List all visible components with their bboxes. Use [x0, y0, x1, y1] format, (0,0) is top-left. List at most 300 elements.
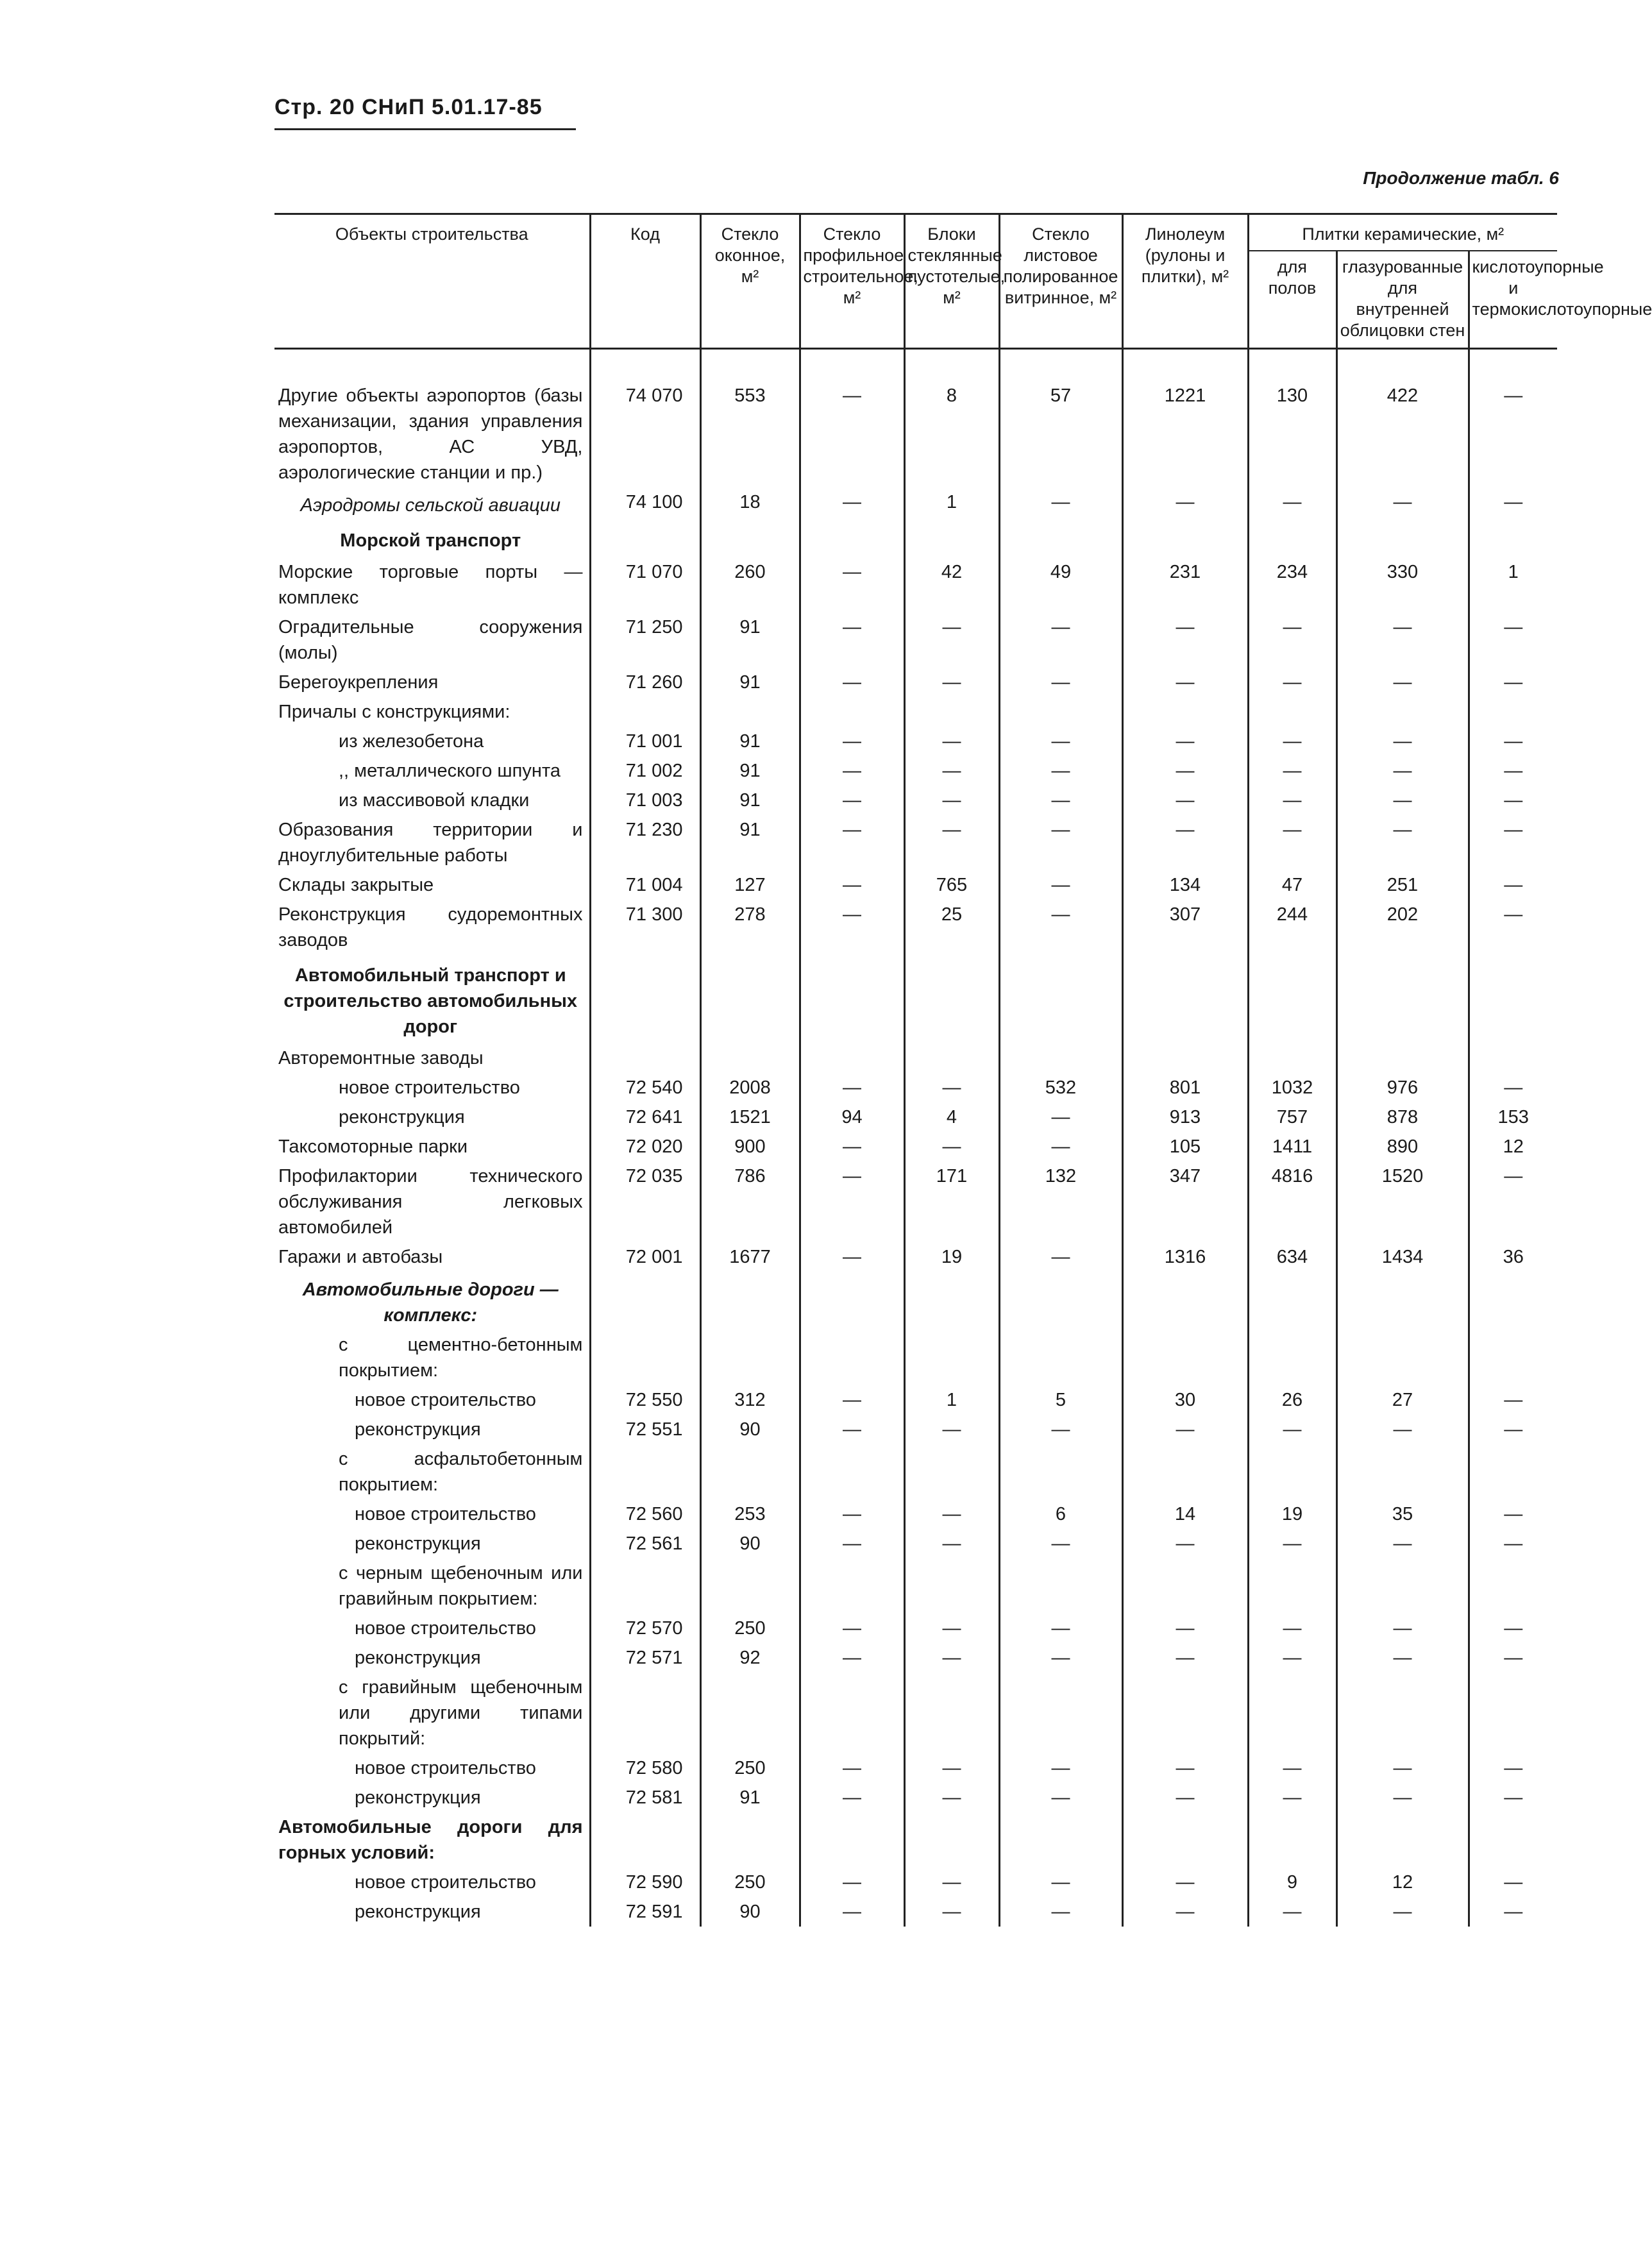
cell-linoleum: —: [1122, 1415, 1248, 1444]
cell-object-name: Авторемонтные заводы: [278, 1048, 484, 1068]
cell-floor-tiles: [1248, 697, 1336, 727]
cell-sheet-glass: —: [999, 1242, 1122, 1272]
cell-floor-tiles: 47: [1248, 870, 1336, 900]
cell-linoleum: 1221: [1122, 349, 1248, 488]
cell-window-glass: [700, 1444, 800, 1499]
cell-object-name: Гаражи и автобазы: [278, 1247, 443, 1267]
cell-object-name: новое строительство: [355, 1758, 536, 1778]
cell-glass-blocks: [904, 1812, 999, 1868]
cell-floor-tiles: 1411: [1248, 1132, 1336, 1161]
cell-profile-glass: —: [800, 1614, 904, 1643]
cell-glass-blocks: —: [904, 1643, 999, 1673]
table-body: [274, 349, 1557, 1927]
cell-window-glass: 250: [700, 1868, 800, 1897]
cell-glazed-tiles: 202: [1336, 900, 1469, 955]
cell-floor-tiles: —: [1248, 786, 1336, 815]
cell-floor-tiles: —: [1248, 727, 1336, 756]
cell-code: 71 260: [590, 668, 700, 697]
cell-code: [590, 1043, 700, 1073]
cell-linoleum: [1122, 955, 1248, 1043]
cell-window-glass: 18: [700, 487, 800, 520]
column-header-profile-glass: Стекло профильное строительное, м²: [800, 214, 904, 349]
cell-glass-blocks: —: [904, 612, 999, 668]
table-row: [274, 487, 1557, 520]
cell-profile-glass: —: [800, 870, 904, 900]
cell-code: 71 230: [590, 815, 700, 870]
cell-window-glass: 91: [700, 668, 800, 697]
cell-window-glass: 260: [700, 557, 800, 612]
materials-table-container: [274, 213, 1652, 1927]
cell-acid-tiles: —: [1469, 727, 1557, 756]
cell-glass-blocks: —: [904, 815, 999, 870]
cell-linoleum: —: [1122, 786, 1248, 815]
cell-sheet-glass: —: [999, 1753, 1122, 1783]
cell-sheet-glass: [999, 1444, 1122, 1499]
cell-profile-glass: [800, 1558, 904, 1614]
cell-glass-blocks: [904, 1673, 999, 1753]
cell-object-name: Морские торговые порты — комплекс: [278, 562, 583, 608]
cell-glass-blocks: [904, 1272, 999, 1330]
column-header-window-glass: Стекло оконное, м²: [700, 214, 800, 349]
cell-profile-glass: [800, 1444, 904, 1499]
cell-code: 71 300: [590, 900, 700, 955]
cell-window-glass: 91: [700, 612, 800, 668]
cell-profile-glass: —: [800, 1161, 904, 1242]
cell-object-name: реконструкция: [355, 1419, 481, 1440]
cell-linoleum: 105: [1122, 1132, 1248, 1161]
cell-acid-tiles: 1: [1469, 557, 1557, 612]
cell-acid-tiles: [1469, 520, 1557, 557]
table-row: [274, 1558, 1557, 1614]
cell-glazed-tiles: —: [1336, 1753, 1469, 1783]
cell-object-name: с гравийным щебеночным или другими типами покрытий:: [339, 1677, 583, 1749]
cell-glazed-tiles: —: [1336, 1415, 1469, 1444]
cell-window-glass: 92: [700, 1643, 800, 1673]
cell-floor-tiles: [1248, 1673, 1336, 1753]
cell-profile-glass: [800, 1673, 904, 1753]
table-row: [274, 520, 1557, 557]
cell-floor-tiles: 634: [1248, 1242, 1336, 1272]
cell-floor-tiles: —: [1248, 815, 1336, 870]
table-row: [274, 900, 1557, 955]
cell-glazed-tiles: —: [1336, 1614, 1469, 1643]
cell-sheet-glass: 132: [999, 1161, 1122, 1242]
cell-sheet-glass: [999, 1330, 1122, 1385]
cell-code: 71 004: [590, 870, 700, 900]
cell-floor-tiles: [1248, 1812, 1336, 1868]
cell-glass-blocks: 1: [904, 1385, 999, 1415]
cell-sheet-glass: —: [999, 612, 1122, 668]
cell-floor-tiles: 234: [1248, 557, 1336, 612]
cell-profile-glass: —: [800, 612, 904, 668]
cell-code: [590, 520, 700, 557]
cell-linoleum: 14: [1122, 1499, 1248, 1529]
cell-acid-tiles: —: [1469, 668, 1557, 697]
cell-floor-tiles: —: [1248, 487, 1336, 520]
header-underline: [274, 128, 576, 130]
column-header-code: Код: [590, 214, 700, 349]
cell-code: 72 570: [590, 1614, 700, 1643]
cell-glass-blocks: [904, 1558, 999, 1614]
cell-window-glass: 253: [700, 1499, 800, 1529]
table-row: [274, 1897, 1557, 1927]
cell-sheet-glass: [999, 1812, 1122, 1868]
table-row: [274, 1444, 1557, 1499]
cell-glazed-tiles: —: [1336, 786, 1469, 815]
cell-code: 72 550: [590, 1385, 700, 1415]
cell-floor-tiles: —: [1248, 668, 1336, 697]
cell-acid-tiles: [1469, 1812, 1557, 1868]
cell-object-name: реконструкция: [339, 1107, 465, 1127]
cell-glazed-tiles: 878: [1336, 1102, 1469, 1132]
cell-linoleum: —: [1122, 1614, 1248, 1643]
table-row: [274, 1073, 1557, 1102]
cell-sheet-glass: —: [999, 786, 1122, 815]
cell-object-name: из массивовой кладки: [339, 790, 530, 811]
table-row: [274, 1242, 1557, 1272]
cell-linoleum: —: [1122, 727, 1248, 756]
cell-window-glass: 250: [700, 1614, 800, 1643]
cell-sheet-glass: —: [999, 1643, 1122, 1673]
cell-sheet-glass: [999, 955, 1122, 1043]
cell-linoleum: 801: [1122, 1073, 1248, 1102]
cell-object-name: реконструкция: [355, 1533, 481, 1554]
cell-code: 72 641: [590, 1102, 700, 1132]
cell-sheet-glass: [999, 697, 1122, 727]
cell-object-name: из железобетона: [339, 731, 484, 752]
cell-profile-glass: —: [800, 1897, 904, 1927]
cell-window-glass: [700, 1330, 800, 1385]
cell-window-glass: 127: [700, 870, 800, 900]
cell-window-glass: 312: [700, 1385, 800, 1415]
cell-glass-blocks: 4: [904, 1102, 999, 1132]
cell-floor-tiles: 244: [1248, 900, 1336, 955]
cell-glazed-tiles: 422: [1336, 349, 1469, 488]
cell-object-name: Профилактории технического обслуживания легковых автомобилей: [278, 1166, 583, 1238]
cell-acid-tiles: —: [1469, 900, 1557, 955]
cell-glazed-tiles: —: [1336, 612, 1469, 668]
cell-glazed-tiles: [1336, 955, 1469, 1043]
cell-floor-tiles: [1248, 1272, 1336, 1330]
cell-window-glass: [700, 1673, 800, 1753]
cell-object-name: Образования территории и дноуглубительные работы: [278, 820, 583, 866]
cell-glazed-tiles: 890: [1336, 1132, 1469, 1161]
cell-acid-tiles: —: [1469, 870, 1557, 900]
cell-profile-glass: [800, 1272, 904, 1330]
cell-linoleum: —: [1122, 756, 1248, 786]
cell-glass-blocks: [904, 1444, 999, 1499]
cell-profile-glass: —: [800, 900, 904, 955]
cell-object-name: Причалы с конструкциями:: [278, 702, 510, 722]
cell-object-name: новое строительство: [339, 1077, 520, 1098]
cell-profile-glass: —: [800, 1753, 904, 1783]
column-header-floor-tiles: для полов: [1248, 251, 1336, 349]
cell-acid-tiles: —: [1469, 1073, 1557, 1102]
cell-floor-tiles: 9: [1248, 1868, 1336, 1897]
cell-sheet-glass: 6: [999, 1499, 1122, 1529]
column-header-glass-blocks: Блоки стеклянные пустотелые, м²: [904, 214, 999, 349]
cell-acid-tiles: [1469, 1330, 1557, 1385]
table-row: [274, 727, 1557, 756]
cell-window-glass: 250: [700, 1753, 800, 1783]
cell-sheet-glass: —: [999, 668, 1122, 697]
cell-code: [590, 955, 700, 1043]
cell-window-glass: 90: [700, 1529, 800, 1558]
cell-window-glass: 91: [700, 786, 800, 815]
table-row: [274, 1499, 1557, 1529]
cell-glazed-tiles: 330: [1336, 557, 1469, 612]
cell-sheet-glass: 532: [999, 1073, 1122, 1102]
cell-acid-tiles: —: [1469, 756, 1557, 786]
materials-table: [274, 213, 1652, 1927]
table-row: [274, 1415, 1557, 1444]
cell-linoleum: —: [1122, 1529, 1248, 1558]
cell-glass-blocks: —: [904, 1783, 999, 1812]
cell-linoleum: 231: [1122, 557, 1248, 612]
cell-floor-tiles: —: [1248, 1415, 1336, 1444]
cell-glass-blocks: 19: [904, 1242, 999, 1272]
cell-profile-glass: —: [800, 1073, 904, 1102]
cell-profile-glass: —: [800, 815, 904, 870]
table-row: [274, 815, 1557, 870]
cell-floor-tiles: [1248, 1043, 1336, 1073]
cell-profile-glass: —: [800, 1132, 904, 1161]
cell-sheet-glass: —: [999, 1529, 1122, 1558]
cell-floor-tiles: —: [1248, 1643, 1336, 1673]
cell-glass-blocks: —: [904, 756, 999, 786]
cell-glass-blocks: 8: [904, 349, 999, 488]
cell-glass-blocks: [904, 697, 999, 727]
cell-profile-glass: [800, 1812, 904, 1868]
cell-glazed-tiles: —: [1336, 815, 1469, 870]
cell-sheet-glass: —: [999, 1415, 1122, 1444]
cell-acid-tiles: —: [1469, 1415, 1557, 1444]
cell-linoleum: [1122, 520, 1248, 557]
cell-linoleum: 307: [1122, 900, 1248, 955]
column-group-ceramic-tiles: Плитки керамические, м²: [1248, 214, 1557, 251]
cell-floor-tiles: [1248, 1444, 1336, 1499]
cell-profile-glass: —: [800, 727, 904, 756]
table-row: [274, 697, 1557, 727]
table-row: [274, 1272, 1557, 1330]
cell-linoleum: 134: [1122, 870, 1248, 900]
cell-acid-tiles: —: [1469, 349, 1557, 488]
cell-window-glass: [700, 1558, 800, 1614]
cell-acid-tiles: [1469, 697, 1557, 727]
column-header-objects: Объекты строительства: [274, 214, 590, 349]
cell-glazed-tiles: 35: [1336, 1499, 1469, 1529]
cell-floor-tiles: 26: [1248, 1385, 1336, 1415]
cell-acid-tiles: [1469, 1444, 1557, 1499]
cell-floor-tiles: —: [1248, 1753, 1336, 1783]
column-header-sheet-glass: Стекло листовое полированное витринное, м²: [999, 214, 1122, 349]
cell-glass-blocks: 1: [904, 487, 999, 520]
cell-profile-glass: 94: [800, 1102, 904, 1132]
cell-glass-blocks: —: [904, 1073, 999, 1102]
cell-sheet-glass: —: [999, 1897, 1122, 1927]
cell-window-glass: [700, 1812, 800, 1868]
table-row: [274, 612, 1557, 668]
cell-window-glass: 1677: [700, 1242, 800, 1272]
cell-glass-blocks: —: [904, 786, 999, 815]
cell-code: 71 002: [590, 756, 700, 786]
table-row: [274, 1673, 1557, 1753]
cell-window-glass: 90: [700, 1415, 800, 1444]
cell-floor-tiles: [1248, 1558, 1336, 1614]
cell-floor-tiles: —: [1248, 1614, 1336, 1643]
cell-acid-tiles: —: [1469, 612, 1557, 668]
cell-window-glass: 900: [700, 1132, 800, 1161]
cell-sheet-glass: —: [999, 1132, 1122, 1161]
cell-sheet-glass: [999, 1558, 1122, 1614]
cell-code: 72 540: [590, 1073, 700, 1102]
cell-glazed-tiles: 1434: [1336, 1242, 1469, 1272]
cell-glass-blocks: —: [904, 1868, 999, 1897]
cell-linoleum: [1122, 1272, 1248, 1330]
cell-linoleum: —: [1122, 815, 1248, 870]
cell-glass-blocks: —: [904, 1132, 999, 1161]
cell-window-glass: 278: [700, 900, 800, 955]
cell-object-name: Морской транспорт: [340, 530, 521, 551]
cell-glass-blocks: —: [904, 1614, 999, 1643]
cell-glazed-tiles: 12: [1336, 1868, 1469, 1897]
cell-linoleum: [1122, 1673, 1248, 1753]
cell-code: [590, 1812, 700, 1868]
cell-window-glass: [700, 1272, 800, 1330]
table-row: [274, 1330, 1557, 1385]
cell-object-name: реконструкция: [355, 1787, 481, 1808]
cell-object-name: новое строительство: [355, 1504, 536, 1524]
cell-linoleum: —: [1122, 1783, 1248, 1812]
cell-object-name: новое строительство: [355, 1618, 536, 1639]
cell-acid-tiles: —: [1469, 487, 1557, 520]
cell-code: 72 561: [590, 1529, 700, 1558]
cell-sheet-glass: —: [999, 1783, 1122, 1812]
cell-glazed-tiles: 976: [1336, 1073, 1469, 1102]
cell-floor-tiles: 19: [1248, 1499, 1336, 1529]
cell-linoleum: [1122, 1043, 1248, 1073]
cell-object-name: Автомобильный транспорт и строительство автомобильных дорог: [283, 965, 578, 1037]
cell-window-glass: 786: [700, 1161, 800, 1242]
cell-glass-blocks: [904, 955, 999, 1043]
cell-code: [590, 1444, 700, 1499]
cell-glass-blocks: —: [904, 1753, 999, 1783]
cell-code: [590, 1272, 700, 1330]
cell-window-glass: [700, 1043, 800, 1073]
cell-glazed-tiles: [1336, 1444, 1469, 1499]
cell-glass-blocks: —: [904, 727, 999, 756]
table-row: [274, 1783, 1557, 1812]
cell-glazed-tiles: [1336, 520, 1469, 557]
cell-profile-glass: —: [800, 1499, 904, 1529]
cell-object-name: Берегоукрепления: [278, 672, 439, 693]
cell-linoleum: —: [1122, 1868, 1248, 1897]
cell-code: [590, 1673, 700, 1753]
cell-acid-tiles: [1469, 1673, 1557, 1753]
cell-floor-tiles: 757: [1248, 1102, 1336, 1132]
cell-linoleum: [1122, 697, 1248, 727]
cell-profile-glass: —: [800, 668, 904, 697]
table-row: [274, 786, 1557, 815]
cell-sheet-glass: —: [999, 756, 1122, 786]
cell-linoleum: —: [1122, 1643, 1248, 1673]
cell-sheet-glass: 57: [999, 349, 1122, 488]
cell-object-name: с цементно-бетонным покрытием:: [339, 1335, 583, 1381]
cell-glazed-tiles: [1336, 1272, 1469, 1330]
cell-window-glass: 2008: [700, 1073, 800, 1102]
cell-window-glass: 91: [700, 1783, 800, 1812]
cell-acid-tiles: 12: [1469, 1132, 1557, 1161]
cell-profile-glass: —: [800, 1643, 904, 1673]
cell-object-name: Другие объекты аэропортов (базы механизации, здания управления аэропортов, АС УВД, аэрологические станции и пр.): [278, 385, 583, 483]
cell-code: 71 001: [590, 727, 700, 756]
cell-window-glass: [700, 955, 800, 1043]
table-row: [274, 870, 1557, 900]
cell-floor-tiles: [1248, 955, 1336, 1043]
cell-linoleum: [1122, 1444, 1248, 1499]
table-row: [274, 349, 1557, 488]
table-row: [274, 557, 1557, 612]
cell-glazed-tiles: [1336, 1043, 1469, 1073]
table-row: [274, 1043, 1557, 1073]
cell-object-name: Таксомоторные парки: [278, 1136, 468, 1157]
cell-code: 72 580: [590, 1753, 700, 1783]
cell-linoleum: —: [1122, 1753, 1248, 1783]
cell-glass-blocks: [904, 1330, 999, 1385]
cell-linoleum: —: [1122, 1897, 1248, 1927]
cell-profile-glass: [800, 955, 904, 1043]
cell-glazed-tiles: —: [1336, 487, 1469, 520]
cell-linoleum: 30: [1122, 1385, 1248, 1415]
cell-code: 72 581: [590, 1783, 700, 1812]
cell-linoleum: [1122, 1558, 1248, 1614]
cell-glazed-tiles: —: [1336, 1643, 1469, 1673]
cell-glazed-tiles: 1520: [1336, 1161, 1469, 1242]
cell-window-glass: 91: [700, 756, 800, 786]
table-row: [274, 1868, 1557, 1897]
cell-acid-tiles: [1469, 1043, 1557, 1073]
cell-profile-glass: —: [800, 349, 904, 488]
table-row: [274, 668, 1557, 697]
cell-glazed-tiles: [1336, 1330, 1469, 1385]
cell-object-name: с черным щебеночным или гравийным покрытием:: [339, 1563, 583, 1609]
cell-code: 74 070: [590, 349, 700, 488]
cell-profile-glass: —: [800, 1415, 904, 1444]
cell-code: 72 571: [590, 1643, 700, 1673]
cell-profile-glass: [800, 697, 904, 727]
cell-linoleum: —: [1122, 612, 1248, 668]
cell-acid-tiles: [1469, 955, 1557, 1043]
cell-profile-glass: —: [800, 1242, 904, 1272]
cell-acid-tiles: —: [1469, 1753, 1557, 1783]
cell-profile-glass: [800, 1330, 904, 1385]
cell-acid-tiles: —: [1469, 1529, 1557, 1558]
cell-glazed-tiles: [1336, 1812, 1469, 1868]
cell-profile-glass: —: [800, 1868, 904, 1897]
cell-code: 72 035: [590, 1161, 700, 1242]
cell-window-glass: 91: [700, 727, 800, 756]
cell-object-name: новое строительство: [355, 1872, 536, 1893]
cell-linoleum: —: [1122, 668, 1248, 697]
cell-glass-blocks: —: [904, 668, 999, 697]
table-row: [274, 1614, 1557, 1643]
cell-glass-blocks: —: [904, 1529, 999, 1558]
cell-code: [590, 697, 700, 727]
cell-code: 72 590: [590, 1868, 700, 1897]
cell-floor-tiles: —: [1248, 1529, 1336, 1558]
cell-code: 71 070: [590, 557, 700, 612]
cell-glazed-tiles: [1336, 1673, 1469, 1753]
